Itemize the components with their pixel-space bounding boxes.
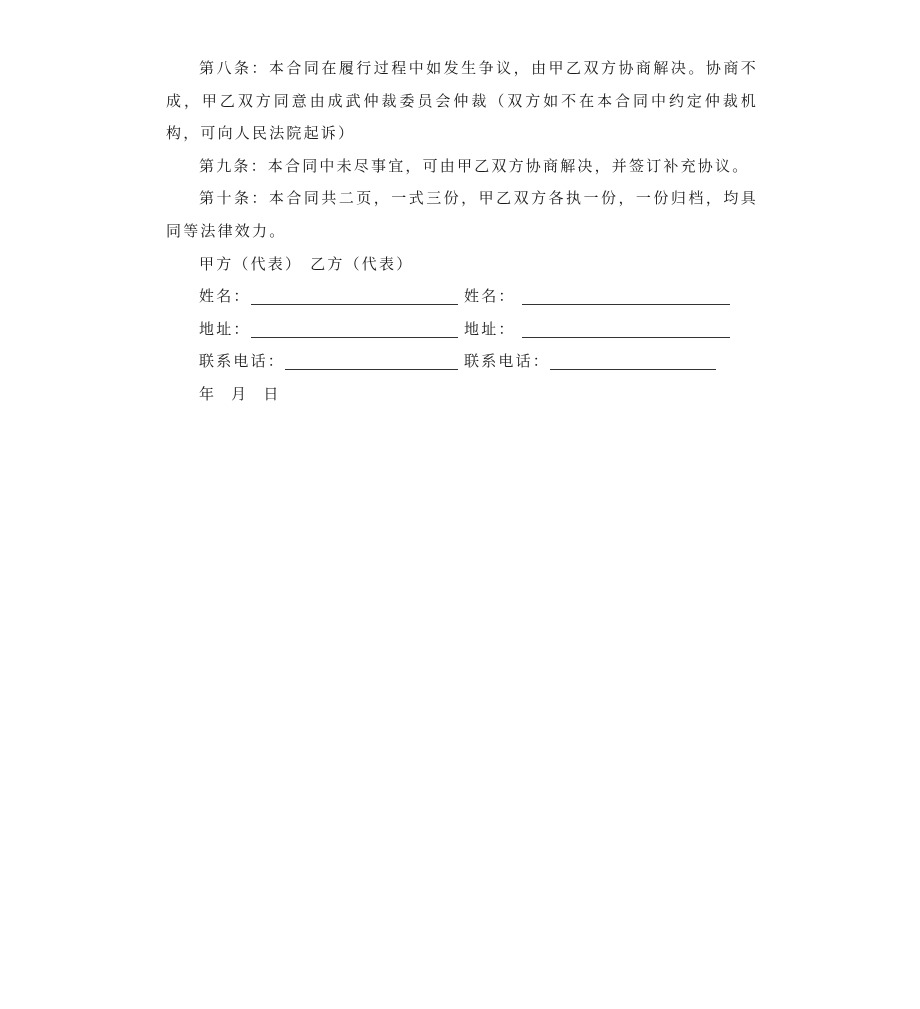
party-b-phone-label: 联系电话： [464,352,551,371]
date-label: 年 月 日 [199,384,281,403]
party-a-name-label: 姓名： [199,287,251,306]
party-a-address-label: 地址： [199,319,251,338]
party-a-name-blank[interactable] [251,284,458,305]
name-row [166,280,758,313]
party-b-phone-blank[interactable] [550,349,716,370]
party-b-name-label: 姓名： [464,287,516,306]
party-b-name-group [464,280,730,313]
party-b-name-blank[interactable] [522,284,730,305]
contract-page [166,52,758,411]
party-a-label: 甲方（代表） [199,254,303,273]
clause-9: 第九条：本合同中未尽事宜，可由甲乙双方协商解决，并签订补充协议。 [199,156,750,175]
party-b-address-group [464,313,730,346]
phone-row [166,345,758,378]
party-a-phone-blank[interactable] [285,349,458,370]
date-row [166,378,758,411]
clause-8: 第八条：本合同在履行过程中如发生争议，由甲乙双方协商解决。协商不成，甲乙双方同意由成武仲裁委员会仲裁（双方如不在本合同中约定仲裁机构，可向人民法院起诉） [166,59,758,143]
party-labels-row [166,248,758,281]
address-row [166,313,758,346]
party-b-phone-group [464,345,716,378]
clause-10: 第十条：本合同共二页，一式三份，甲乙双方各执一份，一份归档，均具同等法律效力。 [166,189,758,240]
party-b-label: 乙方（代表） [310,254,414,273]
party-b-address-label: 地址： [464,319,516,338]
party-b-address-blank[interactable] [522,317,730,338]
party-a-address-blank[interactable] [251,317,458,338]
party-a-phone-label: 联系电话： [199,352,286,371]
